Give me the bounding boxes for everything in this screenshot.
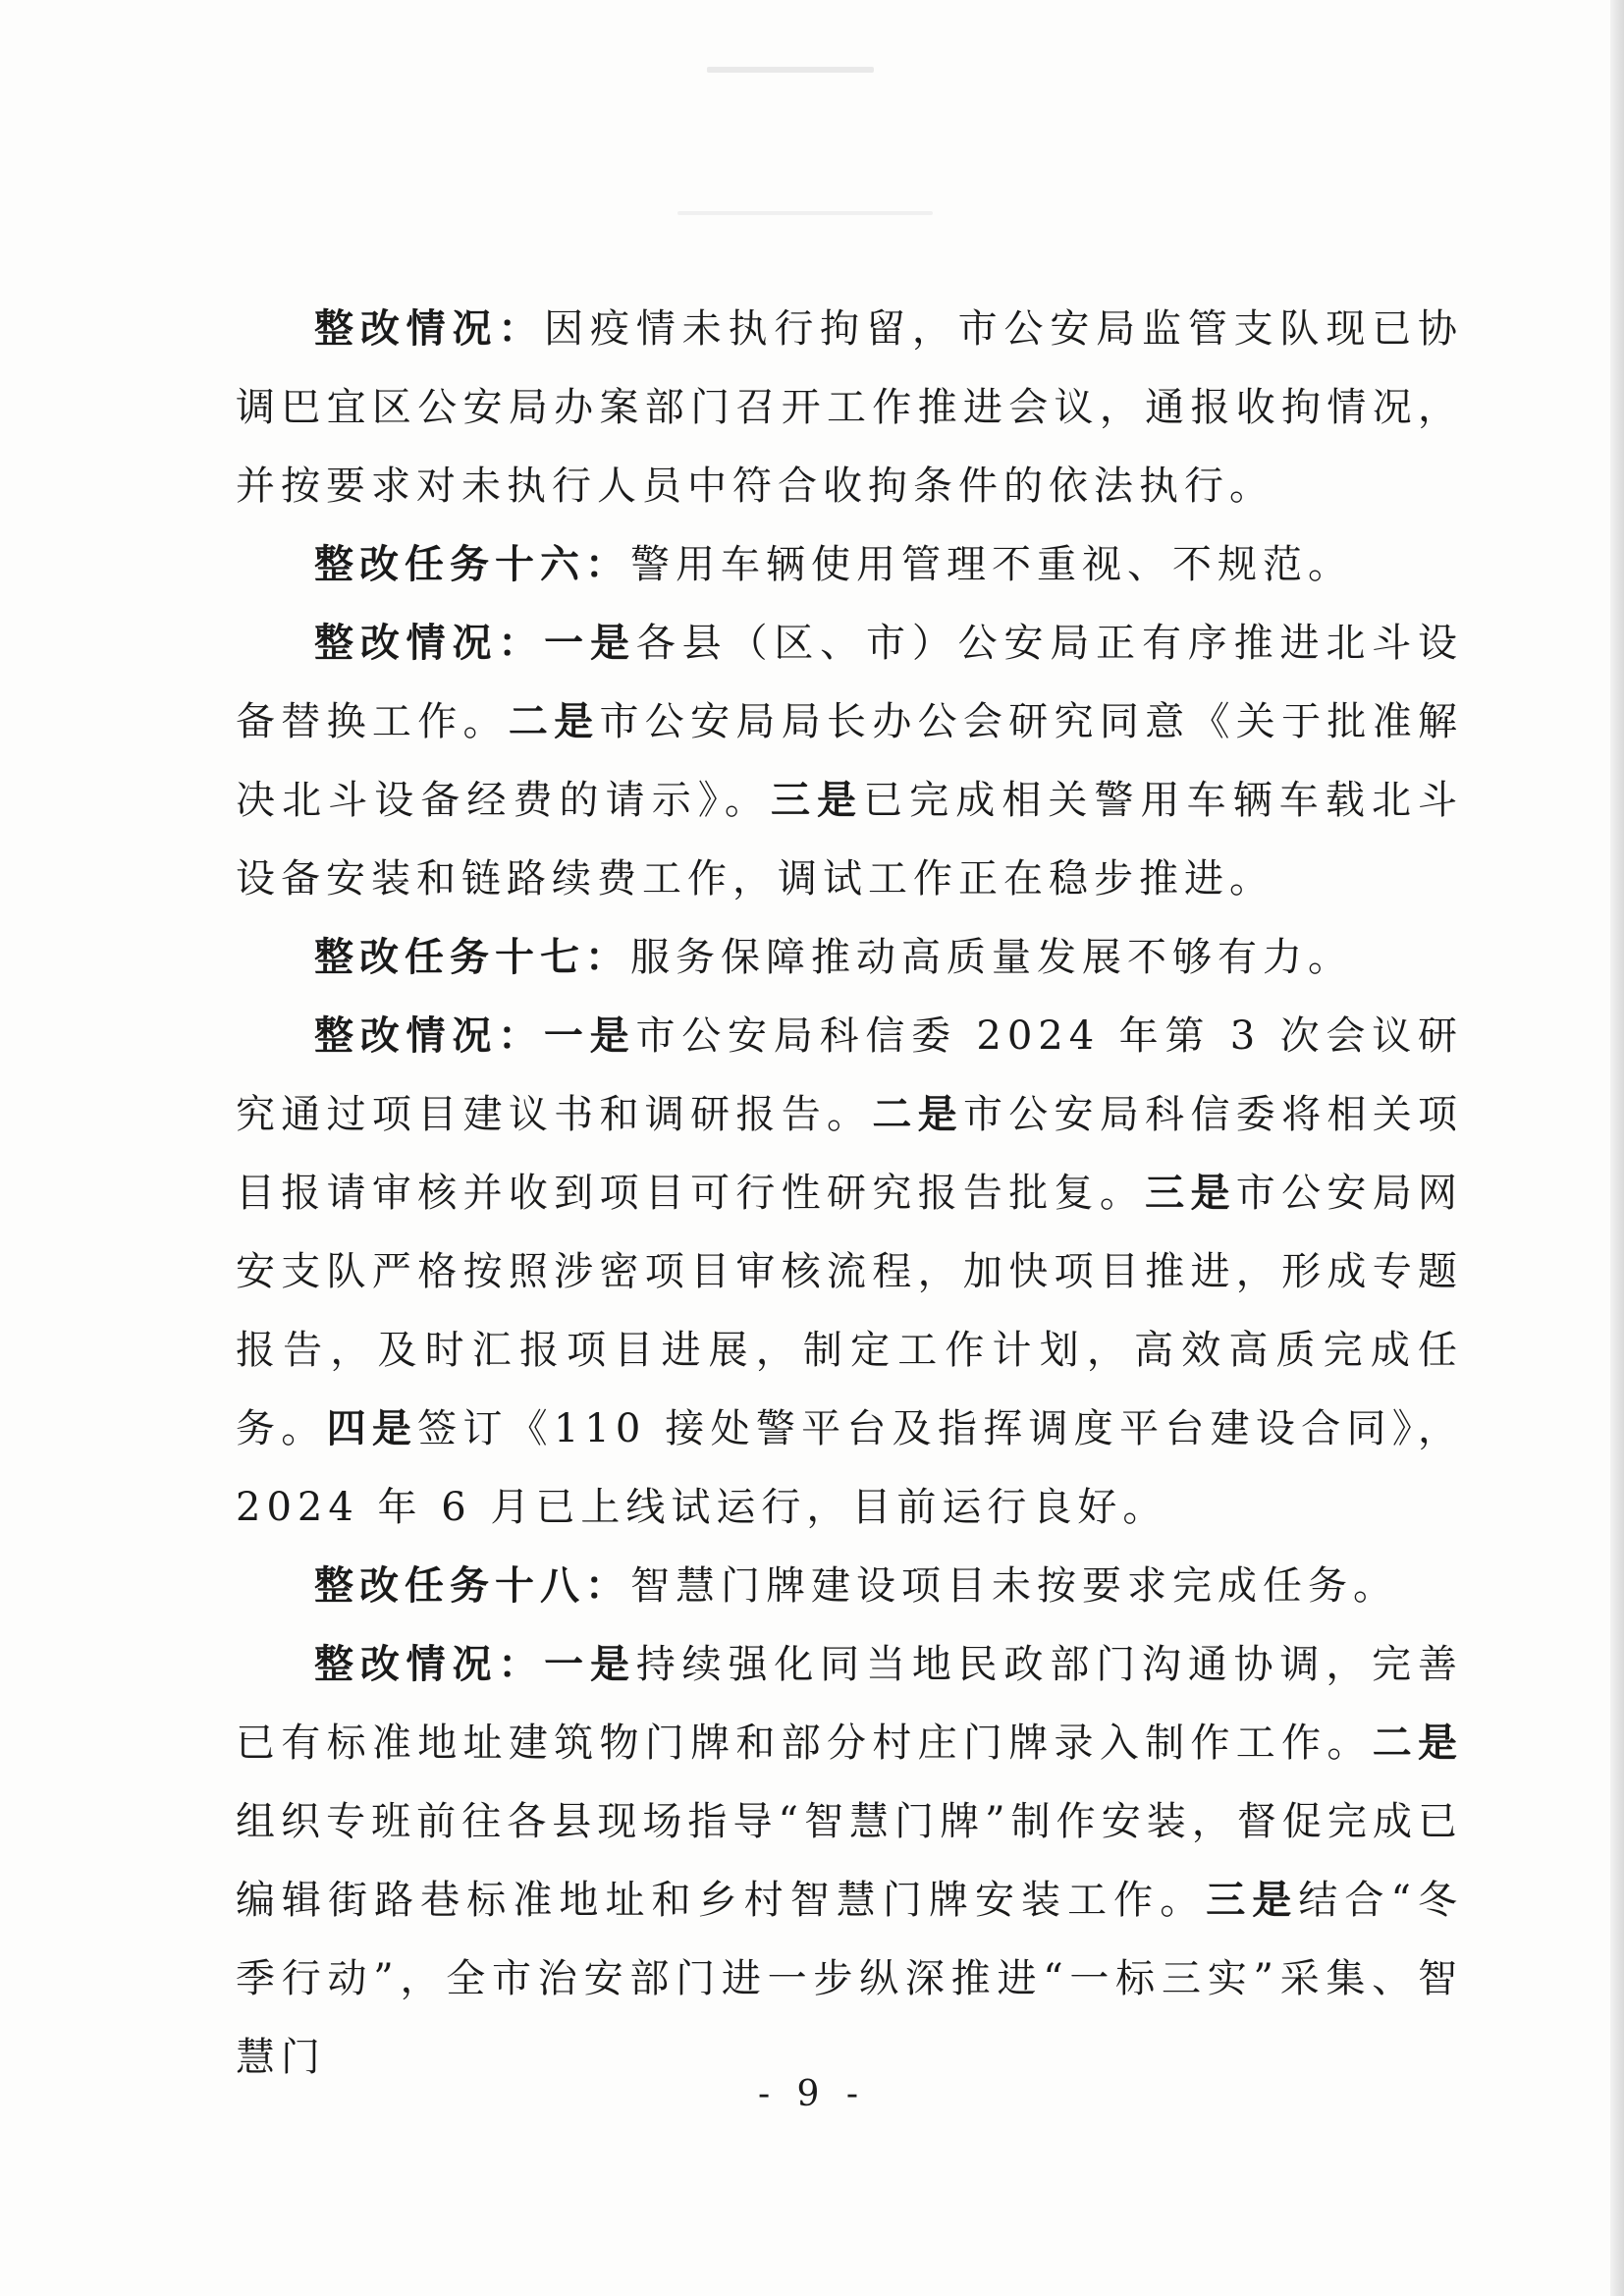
paragraph-label: 整改任务十六： [314,542,630,587]
item-keyword: 一是 [544,621,636,666]
paragraph-text: 已完成相关警用车辆车载北斗设备安装和链路续费工作，调试工作正在稳步推进。 [236,778,1464,902]
paragraph-text: 各县（区、市）公安局正有序推进北斗设备替换工作。 [236,621,1464,744]
page-number: - 9 - [757,2074,867,2114]
document-body [236,290,1463,2097]
paragraph-text: 市公安局局长办公会研究同意《关于批准解决北斗设备经费的请示》。 [236,699,1464,823]
paragraph [236,525,1463,604]
item-keyword: 二是 [508,699,600,744]
paragraph-text: 智慧门牌建设项目未按要求完成任务。 [630,1563,1398,1609]
paragraph-label: 整改任务十七： [314,935,630,980]
paragraph [236,1547,1463,1625]
item-keyword: 四是 [326,1406,418,1451]
paragraph [236,918,1463,997]
item-keyword: 一是 [544,1642,636,1687]
item-keyword: 一是 [543,1013,636,1059]
paragraph-label: 整改情况： [314,621,545,666]
paragraph-text: 警用车辆使用管理不重视、不规范。 [630,542,1353,587]
item-keyword: 三是 [1206,1878,1299,1923]
scan-artifact [707,67,874,73]
paragraph-text: 签订《110 接处警平台及指挥调度平台建设合同》，2024 年 6 月已上线试运行，目前运行良好。 [236,1406,1464,1530]
paragraph-text: 市公安局科信委 2024 年第 3 次会议研究通过项目建议书和调研报告。 [236,1013,1464,1137]
paragraph-text: 组织专班前往各县现场指导“智慧门牌”制作安装，督促完成已编辑街路巷标准地址和乡村智慧门牌安装工作。 [236,1799,1463,1923]
paragraph-text: 市公安局科信委将相关项目报请审核并收到项目可行性研究报告批复。 [236,1092,1464,1216]
item-keyword: 二是 [872,1092,963,1137]
paragraph-text: 市公安局网安支队严格按照涉密项目审核流程，加快项目推进，形成专题报告，及时汇报项目进展，制定工作计划，高效高质完成任务。 [236,1171,1464,1451]
paragraph-label: 整改情况： [314,1642,545,1687]
scan-edge-shadow [1610,0,1624,2296]
paragraph [236,290,1463,525]
item-keyword: 三是 [770,778,864,823]
paragraph-label: 整改任务十八： [314,1563,630,1609]
paragraph-label: 整改情况： [314,306,545,352]
paragraph [236,604,1463,918]
paragraph-text: 因疫情未执行拘留，市公安局监管支队现已协调巴宜区公安局办案部门召开工作推进会议，通报收拘情况，并按要求对未执行人员中符合收拘条件的依法执行。 [236,306,1464,509]
paragraph [236,1625,1463,2097]
paragraph [236,997,1463,1547]
paragraph-label: 整改情况： [314,1013,544,1059]
paragraph-text: 服务保障推动高质量发展不够有力。 [630,935,1353,980]
paragraph-text: 持续强化同当地民政部门沟通协调，完善已有标准地址建筑物门牌和部分村庄门牌录入制作工作。 [236,1642,1464,1766]
item-keyword: 二是 [1372,1721,1464,1766]
paragraph-text: 结合“冬季行动”，全市治安部门进一步纵深推进“一标三实”采集、智慧门 [236,1878,1464,2080]
item-keyword: 三是 [1145,1171,1236,1216]
scan-artifact [677,211,933,215]
